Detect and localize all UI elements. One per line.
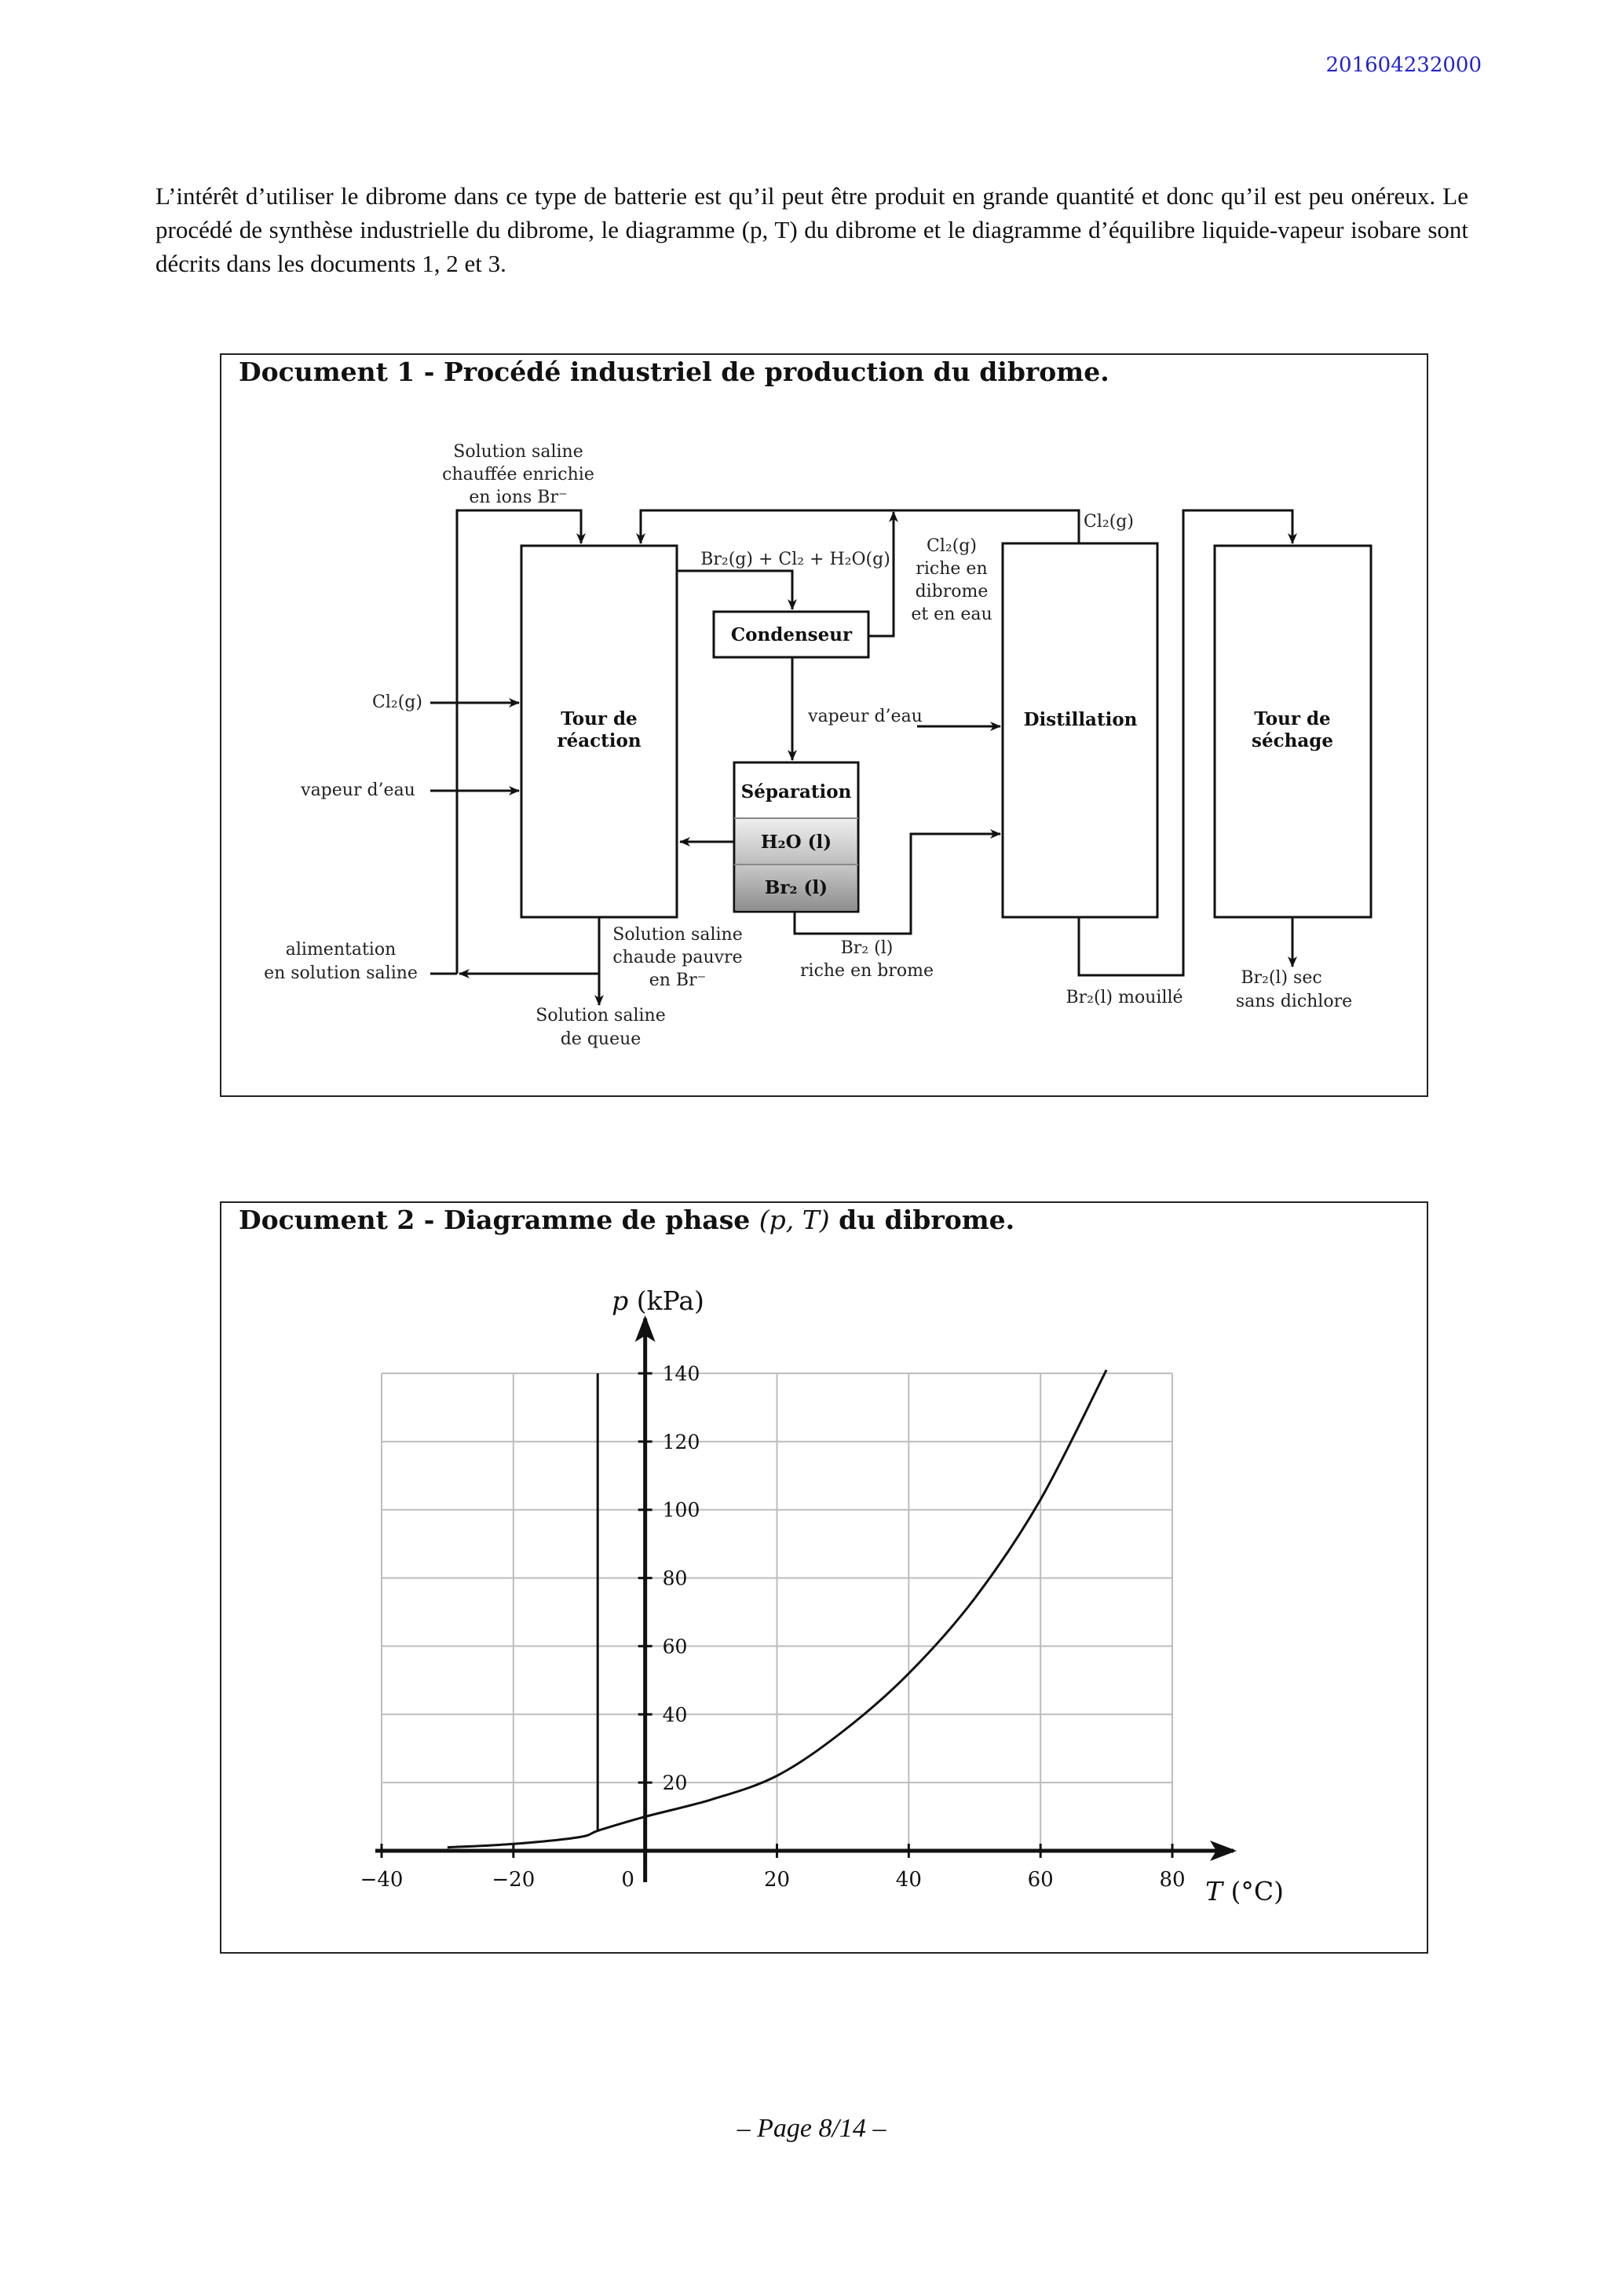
label-tail-saline: Solution saline [536,1006,666,1026]
condenser-gas-line [868,512,894,636]
y-tick-label: 120 [662,1430,700,1453]
y-tick-label: 140 [662,1362,700,1385]
label-br2-dry: sans dichlore [1235,992,1353,1011]
x-tick-label: 0 [621,1868,634,1892]
label-cl2-rich: riche en [916,559,988,579]
reaction-tower-label: réaction [557,730,642,751]
y-tick-label: 20 [662,1771,688,1795]
label-cl2-in: Cl₂(g) [372,693,422,712]
x-axis-label: T (°C) [1204,1876,1285,1907]
y-tick-label: 80 [662,1567,688,1590]
x-tick-label: 40 [895,1868,922,1892]
separation-label: Séparation [740,781,852,803]
chart-grid [382,1373,1172,1851]
drying-tower-label: Tour de [1254,708,1331,729]
document-2-box [220,1201,1428,1954]
x-tick-label: 20 [763,1868,791,1892]
label-top-stream: Br₂(g) + Cl₂ + H₂O(g) [700,550,890,569]
condenser-label: Condenseur [730,624,853,645]
label-br2-rich: riche en brome [800,961,934,981]
intro-paragraph: L’intérêt d’utiliser le dibrome dans ce type de batterie est qu’il peut être produit en grande quantité et donc qu’il est peu onéreux. Le procédé de synthèse industrielle du dibrome, le diagramme (p, T) du dibrome et le diagramme d’équilibre liquide-vapeur isobare sont décrits dans les documents 1, 2 et 3. [155,182,1468,277]
page-number: – Page 8/14 – [737,2114,886,2143]
label-cl2-top: Cl₂(g) [1084,512,1134,532]
x-tick-label: −40 [360,1868,404,1892]
y-tick-label: 60 [662,1635,688,1658]
drying-tower-label: séchage [1252,730,1333,751]
label-cl2-rich: Cl₂(g) [927,536,977,556]
label-br2-rich: Br₂ (l) [840,938,894,958]
label-poor-saline: chaude pauvre [612,948,743,967]
label-saline-in: chauffée enrichie [442,465,594,484]
x-tick-label: 80 [1159,1868,1186,1892]
label-steam-right: vapeur d’eau [808,707,923,726]
document-2-title: Document 2 - Diagramme de phase (p, T) du dibrome. [239,1205,1015,1235]
document-1-title: Document 1 - Procédé industriel de production du dibrome. [239,356,1109,387]
label-poor-saline: Solution saline [612,925,743,945]
label-saline-in: Solution saline [453,442,583,462]
vapor-to-condenser [677,571,792,609]
label-steam-left: vapeur d’eau [301,781,415,800]
document-1-box [220,353,1428,1097]
label-tail-saline: de queue [560,1029,642,1049]
reaction-tower-label: Tour de [561,708,638,729]
exam-code: 201604232000 [1325,53,1482,77]
y-tick-label: 40 [662,1703,688,1727]
bromine-layer-label: Br₂ (l) [764,877,828,898]
cl2-recycle-line [641,510,1079,543]
label-cl2-rich: et en eau [911,605,992,624]
label-saline-in: en ions Br⁻ [469,488,568,507]
distillation-label: Distillation [1023,709,1138,730]
label-br2-wet: Br₂(l) mouillé [1066,988,1183,1007]
x-tick-label: −20 [492,1868,536,1892]
label-poor-saline: en Br⁻ [649,971,707,990]
y-tick-label: 100 [662,1498,700,1522]
distillation-column [1003,543,1157,917]
label-cl2-rich: dibrome [915,582,989,601]
phase-diagram-chart [221,1203,1427,1952]
label-feed: en solution saline [264,963,418,983]
water-layer-label: H₂O (l) [760,832,832,853]
label-feed: alimentation [285,940,397,960]
x-tick-label: 60 [1027,1868,1054,1892]
y-axis-label: p (kPa) [612,1285,704,1316]
process-flow-diagram [221,355,1427,1095]
label-br2-dry: Br₂(l) sec [1241,968,1322,988]
